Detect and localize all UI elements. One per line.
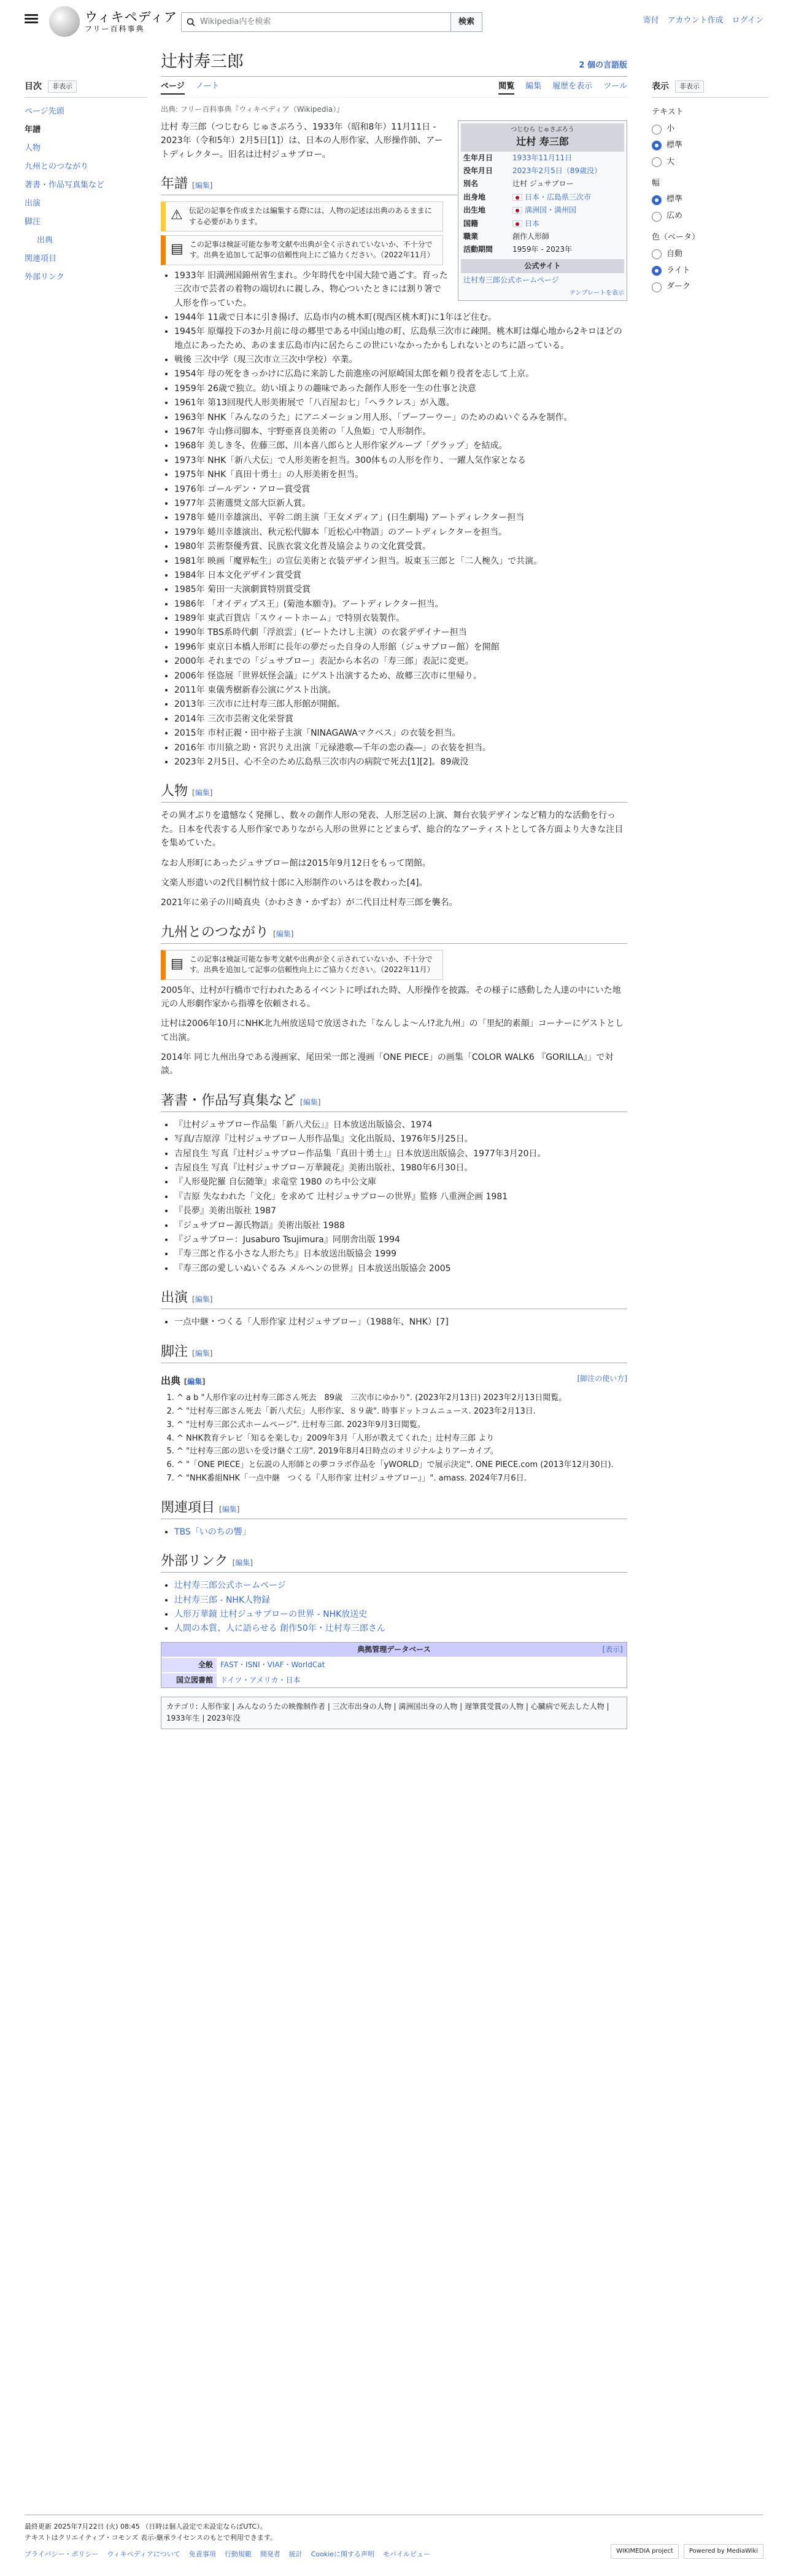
create-account-link[interactable]: アカウント作成 — [667, 16, 724, 25]
list-item: • 2000年 それまでの「ジュサブロー」表記から本名の「寿三郎」表記に変更。 — [174, 655, 627, 668]
footer-link[interactable]: 免責事項 — [188, 2550, 216, 2559]
list-item: • 1979年 蜷川幸雄演出、秋元松代脚本「近松心中物語」のアートディレクターを担当。 — [174, 526, 627, 539]
list-item: • 1978年 蜷川幸雄演出、平幹二朗主演「王女メディア」(日生劇場) アートディレクター担当 — [174, 511, 627, 524]
edit-link[interactable]: 編集 — [187, 1377, 203, 1386]
section-heading: 年譜 — [161, 176, 188, 192]
tab-page[interactable]: ページ — [161, 80, 185, 95]
paragraph: 2005年、辻村が行橋市で行われたあるイベントに呼ばれた時、人形操作を披露。その様子に感動した人達の中にいた地元の人形劇作家から指導を依頼される。 — [161, 985, 621, 1009]
section-heading: 九州とのつながり — [161, 924, 269, 940]
option-label: ダーク — [666, 282, 691, 292]
notice-box: ⚠ 伝記の記事を作成または編集する際には、人物の記述は出典のあるままにする必要があります。 — [161, 201, 443, 232]
infobox-value[interactable]: 1933年11月11日 — [512, 153, 573, 162]
list-item: • 1963年 NHK「みんなのうた」にアニメーション用人形、「ブーフーウー」のためのぬいぐるみを制作。 — [174, 411, 627, 424]
edit-link[interactable]: 編集 — [195, 1348, 210, 1358]
infobox-label: 職業 — [463, 232, 479, 241]
paragraph: なお人形町にあったジュサブロー館は2015年9月12日をもって閉館。 — [161, 858, 431, 868]
list-item: • 1959年 26歳で独立。幼い頃よりの趣味であった創作人形を一生の仕事と決意 — [174, 382, 627, 395]
list-item: • 『寿三郎と作る小さな人形たち』日本放送出版協会 1999 — [174, 1247, 627, 1261]
infobox-name: 辻村 寿三郎 — [516, 136, 569, 148]
footer-link[interactable]: 行動規範 — [224, 2550, 252, 2559]
list-item: • 1961年 第13回現代人形美術展で「八百屋お七」「ヘラクレス」が入選。 — [174, 396, 627, 410]
appearance-hide-button[interactable]: 非表示 — [675, 80, 704, 93]
wikimedia-badge[interactable]: WIKIMEDIA project — [611, 2544, 679, 2559]
infobox-label: 生年月日 — [463, 153, 493, 162]
toc-item-kyakuchu[interactable]: 脚注 — [25, 217, 41, 227]
paragraph: 辻村は2006年10月にNHK北九州放送局で放送された「なんしよ〜ん!?北九州」の「里紀的素顔」コーナーにゲストとして出演。 — [161, 1019, 624, 1043]
infobox-label: 活動期間 — [463, 245, 493, 254]
toc-item-nenpu[interactable]: 年譜 — [25, 125, 41, 135]
infobox-value: 1959年 - 2023年 — [512, 245, 573, 254]
list-item: • 1996年 東京日本橋人形町に長年の夢だった自身の人形館（ジュサブロー館）を開館 — [174, 640, 627, 654]
search-button[interactable]: 検索 — [451, 12, 482, 32]
list-item: • 『吉原 失なわれた「文化」を求めて 辻村ジュサブローの世界』監修 八重洲企画 1981 — [174, 1190, 627, 1204]
list-item: • 1973年 NHK「新八犬伝」で人形美術を担当。300体もの人形を作り、一躍人気作家となる — [174, 454, 627, 467]
edit-link[interactable]: 編集 — [195, 181, 210, 190]
infobox-kana: つじむら じゅさぶろう — [511, 126, 574, 133]
section-heading: 出演 — [161, 1290, 188, 1306]
infobox-section: 公式サイト — [461, 259, 624, 273]
reference-item: 7. ^ "NHK番組NHK「一点中継 つくる『人形作家 辻村ジュサブロー』」". amass. 2024年7月6日. — [177, 1473, 627, 1485]
external-link[interactable]: 人形万華鏡 辻村ジュサブローの世界 - NHK放送史 — [174, 1609, 368, 1619]
list-item: • 2013年 三次市に辻村寿三郎人形館が開館。 — [174, 698, 627, 711]
toc-item-kanren[interactable]: 関連項目 — [25, 254, 57, 264]
toc-sidebar — [25, 80, 147, 287]
reference-item: 5. ^ "辻村寿三郎の思いを受け継ぐ工房". 2019年8月4日時点のオリジナルよりアーカイブ。 — [177, 1446, 627, 1458]
authority-value[interactable]: ドイツ・アメリカ・日本 — [220, 1676, 301, 1685]
donate-link[interactable]: 寄付 — [643, 16, 659, 25]
list-item: • 『寿三郎の愛しいぬいぐるみ メルヘンの世界』日本放送出版協会 2005 — [174, 1262, 627, 1275]
notice-box: ▤ この記事は検証可能な参考文献や出典が全く示されていないか、不十分です。出典を追加して記事の信頼性向上にご協力ください。（2022年11月） — [161, 950, 443, 980]
list-item: • 1944年 11歳で日本に引き揚げ、広島市内の桃木町(現西区桃木町)に1年ほど住む。 — [174, 311, 627, 324]
logo-tagline: フリー百科事典 — [85, 25, 145, 33]
option-label: ライト — [666, 265, 690, 275]
header — [0, 0, 788, 42]
reference-item: 4. ^ NHK教育テレビ「知るを楽しむ」2009年3月「人形が教えてくれた」辻村寿三郎 より — [177, 1433, 627, 1446]
infobox-value[interactable]: 日本 — [525, 219, 540, 228]
reference-item: 1. ^ a b "人形作家の辻村寿三郎さん死去 89歳 三次市にゆかり". (2023年2月13日) 2023年2月13日閲覧。 — [177, 1392, 627, 1405]
search-input[interactable]: Wikipedia内を検索 — [181, 12, 451, 32]
search-icon — [187, 18, 195, 26]
list-item: • 2015年 市村正親・田中裕子主演「NINAGAWAマクベス」の衣装を担当。 — [174, 726, 627, 740]
option-label: 大 — [666, 157, 675, 166]
broom-icon: ⚠ — [171, 208, 183, 224]
main-menu-icon[interactable] — [25, 12, 38, 25]
infobox — [458, 120, 627, 301]
edit-link[interactable]: 編集 — [235, 1558, 250, 1568]
tab-history[interactable]: 履歴を表示 — [552, 82, 593, 91]
list-item: • 吉屋良生 写真『辻村ジュサブロー作品集「真田十勇士」』日本放送出版協会、1977年3月20日。 — [174, 1147, 627, 1161]
footer-link[interactable]: Cookieに関する声明 — [311, 2550, 375, 2559]
list-item: • 2011年 東儀秀樹新春公演にゲスト出演。 — [174, 683, 627, 697]
option-label: 広め — [666, 211, 683, 221]
infobox-label: 没年月日 — [463, 166, 493, 176]
width-label: 幅 — [652, 178, 660, 188]
list-item: • 一点中継・つくる「人形作家 辻村ジュサブロー」（1988年、NHK）[7] — [174, 1315, 627, 1329]
list-item: • 2006年 怪盗展「世界妖怪会議」にゲスト出演するため、故郷三次市に里帰り。 — [174, 669, 627, 683]
list-item: • 1976年 ゴールデン・アロー賞受賞 — [174, 483, 627, 496]
tab-edit[interactable]: 編集 — [525, 82, 542, 91]
last-modified: 最終更新 2025年7月22日 (火) 08:45 （日時は個人設定で未設定ならばUTC）。 — [25, 2523, 267, 2531]
infobox-label: 出身地 — [463, 192, 486, 201]
appearance-title: 表示 — [652, 82, 669, 91]
external-link[interactable]: 辻村寿三郎 - NHK人物録 — [174, 1595, 271, 1605]
section-heading: 脚注 — [161, 1344, 188, 1360]
infobox-value: 辻村 ジュサブロー — [512, 179, 574, 189]
radio-button[interactable] — [652, 157, 662, 167]
infobox-value[interactable]: 2023年2月5日（89歳没） — [512, 166, 602, 176]
section-heading: 外部リンク — [161, 1554, 228, 1570]
page-tabs — [161, 80, 627, 98]
edit-link[interactable]: 編集 — [195, 1295, 210, 1304]
tab-tools[interactable]: ツール — [603, 82, 627, 91]
article: 辻村寿三郎 2 個の言語版 ページ ノート 閲覧 編集 履歴を表示 ツール 出典: フリー百科事典『ウィキペディア（Wikipedia）』 つじむら じゅさぶろう 辻村 寿三郎 生年月日 1933年11月11日 没年月日 2023年2月5日（89歳没） 別名 辻村 ジュサブロー 出身地 日本・広島県三次市 出生地 満洲国・満州国 国籍 日本 職業 創作人形師 活動期間 1959年 - 2023年 公式サイト 辻村寿三郎公式ホームページ テンプレートを表示 辻村 寿三郎（つじむら じゅさぶろう、1933年（昭和8年）11月11日 - 2023年（令和5年）2月5日[1]）は、日本の人形作家、人形操作師、アートディレクター。旧名は辻村ジュサブロー。 年譜 [編集] ⚠ 伝記の記事を作成または編集する際には、人物の記述は出典のあるままにする必要があります。 ▤ この記事は検証可能な参考文献や出典が全く示されていないか、不十分です。出典を追加して記事の信頼性向上にご協力ください。（2022年11月） • 1933年 旧満洲国錦州省生まれ。少年時代を中国大陸で過ごす。育った三次市で芸者の着物の端切れに親しみ、物心ついたときには割り箸で人形を作っていた。 • 1944年 11歳で日本に引き揚げ、広島市内の桃木町(現西区桃木町)に1年ほど住む。 • 1945年 原爆投下の3か月前に母の郷里である中国山地の町、広島県三次市に疎開。桃木町は爆心地から2キロほどの地点にあったため、あのまま広島市内に居たらこの世にいなかったかもしれないとのちに語っている。 • 戦後 三次中学（現三次市立三次中学校）卒業。 • 1954年 母の死をきっかけに広島に来訪した前進座の河原崎国太郎を頼り役者を志して上京。 • 1959年 26歳で独立。幼い頃よりの趣味であった創作人形を一生の仕事と決意 • 1961年 第13回現代人形美術展で「八百屋お七」「ヘラクレス」が入選。 • 1963年 NHK「みんなのうた」にアニメーション用人形、「ブーフーウー」のためのぬいぐるみを制作。 • 1967年 寺山修司脚本、宇野亜喜良美術の「人魚姫」で人形制作。 • 1968年 美しき冬、佐藤三郎、川本喜八郎らと人形作家グループ「グラップ」を結成。 • 1973年 NHK「新八犬伝」で人形美術を担当。300体もの人形を作り、一躍人気作家となる • 1975年 NHK「真田十勇士」の人形美術を担当。 • 1976年 ゴールデン・アロー賞受賞 • 1977年 芸術選奨文部大臣新人賞。 • 1978年 蜷川幸雄演出、平幹二朗主演「王女メディア」(日生劇場) アートディレクター担当 • 1979年 蜷川幸雄演出、秋元松代脚本「近松心中物語」のアートディレクターを担当。 • 1980年 芸術祭優秀賞、民族衣裳文化普及協会よりの文化賞受賞。 • 1981年 映画「魔界転生」の宣伝美術と衣装デザイン担当。坂東玉三郎と「二人椀久」で共演。 • 1984年 日本文化デザイン賞受賞 • 1985年 菊田一夫演劇賞特別賞受賞 • 1986年 「オイディプス王」(菊池本願寺)。アートディレクター担当。 • 1989年 東武百貨店「スウィートホーム」で特別衣装製作。 • 1990年 TBS系時代劇「浮浪雲」(ビートたけし主演）の衣裳デザイナー担当 • 1996年 東京日本橋人形町に長年の夢だった自身の人形館（ジュサブロー館）を開館 • 2000年 それまでの「ジュサブロー」表記から本名の「寿三郎」表記に変更。 • 2006年 怪盗展「世界妖怪会議」にゲスト出演するため、故郷三次市に里帰り。 • 2011年 東儀秀樹新春公演にゲスト出演。 • 2013年 三次市に辻村寿三郎人形館が開館。 • 2014年 三次市芸術文化栄誉賞 • 2015年 市村正親・田中裕子主演「NINAGAWAマクベス」の衣装を担当。 • 2016年 市川猿之助・宮沢りえ出演「元禄港歌―千年の恋の森―」の衣装を担当。 • 2023年 2月5日、心不全のため広島県三次市内の病院で死去[1][2]。89歳没 人物 [編集] その異才ぶりを遺憾なく発揮し、数々の創作人形の発表、人形芝居の上演、舞台衣装デザインなど精力的な活動を行った。日本を代表する人形作家でありながら人形の世界にとどまらず、総合的なアーティストとして各方面より大きな注目を集めていた。 なお人形町にあったジュサブロー館は2015年9月12日をもって閉館。 文楽人形遣いの2代目桐竹紋十郎に入形制作のいろはを教わった[4]。 2021年に弟子の川崎真央（かわさき・かずお）が二代目辻村寿三郎を襲名。 九州とのつながり [編集] ▤ この記事は検証可能な参考文献や出典が全く示されていないか、不十分です。出典を追加して記事の信頼性向上にご協力ください。（2022年11月） 2005年、辻村が行橋市で行われたあるイベントに呼ばれた時、人形操作を披露。その様子に感動した人達の中にいた地元の人形劇作家から指導を依頼される。 辻村は2006年10月にNHK北九州放送局で放送された「なんしよ〜ん!?北九州」の「里紀的素顔」コーナーにゲストとして出演。 2014年 同じ九州出身である漫画家、尾田栄一郎と漫画「ONE PIECE」の画集「COLOR WALK6 『GORILLA』」で対談。 著書・作品写真集など [編集] • 『辻村ジュサブロー作品集「新八犬伝」』日本放送出版協会、1974 • 写真/吉原淳『辻村ジュサブロー人形作品集』文化出版局、1976年5月25日。 • 吉屋良生 写真『辻村ジュサブロー作品集「真田十勇士」』日本放送出版協会、1977年3月20日。 • 吉屋良生 写真『辻村ジュサブロー万華鏡花』美術出版社、1980年6月30日。 • 『人形曼陀羅 自伝随筆』求竜堂 1980 のち中公文庫 • 『吉原 失なわれた「文化」を求めて 辻村ジュサブローの世界』監修 八重洲企画 1981 • 『長夢』美術出版社 1987 • 『ジュサブロー源氏物語』美術出版社 1988 • 『ジュサブロー：Jusaburo Tsujimura』同朋舎出版 1994 • 『寿三郎と作る小さな人形たち』日本放送出版協会 1999 • 『寿三郎の愛しいぬいぐるみ メルヘンの世界』日本放送出版協会 2005 出演 [編集] • 一点中継・つくる「人形作家 辻村ジュサブロー」（1988年、NHK）[7] 脚注 [編集] 出典 [編集] [脚注の使い方] 1. ^ a b "人形作家の辻村寿三郎さん死去 89歳 三次市にゆかり". (2023年2月13日) 2023年2月13日閲覧。 2. ^ "辻村寿三郎さん死去「新八犬伝」人形作家、８９歳". 時事ドットコムニュース. 2023年2月13日. 3. ^ "辻村寿三郎公式ホームページ". 辻村寿三郎. 2023年9月3日閲覧。 4. ^ NHK教育テレビ「知るを楽しむ」2009年3月「人形が教えてくれた」辻村寿三郎 より 5. ^ "辻村寿三郎の思いを受け継ぐ工房". 2019年8月4日時点のオリジナルよりアーカイブ。 6. ^ "「ONE PIECE」と伝説の人形師との夢コラボ作品を「yWORLD」で展示決定". ONE PIECE.com (2013年12月30日). 7. ^ "NHK番組NHK「一点中継 つくる『人形作家 辻村ジュサブロー』」". amass. 2024年7月6日. 関連項目 [編集] • TBS「いのちの響」 外部リンク [編集] • 辻村寿三郎公式ホームページ • 辻村寿三郎 - NHK人物録 • 人形万華鏡 辻村ジュサブローの世界 - NHK放送史 • 人間の本質、人に語らせる 創作50年・辻村寿三郎さん 典拠管理データベース [表示] 全般 FAST・ISNI・VIAF・WorldCat 国立図書館 ドイツ・アメリカ・日本 カテゴリ: 人形作家 | みんなのうたの映像制作者 | 三次市出身の人物 | 満洲国出身の人物 | 遅筆賞受賞の人物 | 心臓病で死去した人物 | 1933年生 | 2023年没 — [161, 52, 627, 1729]
paragraph: その異才ぶりを遺憾なく発揮し、数々の創作人形の発表、人形芝居の上演、舞台衣装デザインなど精力的な活動を行った。日本を代表する人形作家でありながら人形の世界にとどまらず、総合的なアーティストとして各方面より大きな注目を集めていた。 — [161, 811, 624, 849]
login-link[interactable]: ログイン — [732, 16, 763, 25]
from-line: 出典: フリー百科事典『ウィキペディア（Wikipedia）』 — [161, 104, 344, 114]
toc-item-top[interactable]: ページ先頭 — [25, 107, 64, 117]
list-item: • 1945年 原爆投下の3か月前に母の郷里である中国山地の町、広島県三次市に疎開。桃木町は爆心地から2キロほどの地点にあったため、あのまま広島市内に居たらこの世にいなかったかもしれないとのちに語っている。 — [174, 325, 627, 352]
license-text: テキストはクリエイティブ・コモンズ 表示-継承ライセンスのもとで利用できます。 — [25, 2533, 277, 2542]
list-item: • 1968年 美しき冬、佐藤三郎、川本喜八郎らと人形作家グループ「グラップ」を結成。 — [174, 439, 627, 453]
list-item: • 2023年 2月5日、心不全のため広島県三次市内の病院で死去[1][2]。89歳没 — [174, 755, 627, 769]
language-button[interactable]: 2 個の言語版 — [579, 61, 627, 71]
list-item: • 1985年 菊田一夫演劇賞特別賞受賞 — [174, 583, 627, 596]
authority-label: 国立図書館 — [161, 1673, 217, 1687]
toc-hide-button[interactable]: 非表示 — [48, 80, 77, 93]
list-item: • 『ジュサブロー源氏物語』美術出版社 1988 — [174, 1219, 627, 1232]
list-item: • 1984年 日本文化デザイン賞受賞 — [174, 569, 627, 582]
footer-link[interactable]: 統計 — [288, 2550, 303, 2559]
authority-label: 全般 — [161, 1658, 217, 1672]
related-link[interactable]: TBS「いのちの響」 — [174, 1527, 251, 1537]
color-label: 色（ベータ） — [652, 232, 700, 242]
radio-button[interactable] — [652, 141, 662, 150]
book-icon: ▤ — [171, 241, 183, 257]
option-label: 標準 — [666, 195, 683, 204]
edit-link[interactable]: 編集 — [195, 788, 210, 798]
edit-link[interactable]: 編集 — [222, 1504, 237, 1514]
text-size-label: テキスト — [652, 107, 684, 117]
reference-item: 6. ^ "「ONE PIECE」と伝説の人形師との夢コラボ作品を「yWORLD」で展示決定". ONE PIECE.com (2013年12月30日). — [177, 1459, 627, 1472]
template-link[interactable]: テンプレートを表示 — [569, 289, 624, 297]
toc-item-chosho[interactable]: 著書・作品写真集など — [25, 181, 105, 190]
page-title: 辻村寿三郎 — [161, 52, 244, 71]
list-item: • 写真/吉原淳『辻村ジュサブロー人形作品集』文化出版局、1976年5月25日。 — [174, 1132, 627, 1146]
radio-button[interactable] — [652, 125, 662, 134]
toc-item-shutten[interactable]: 出典 — [37, 236, 53, 246]
infobox-label: 国籍 — [463, 219, 479, 228]
paragraph: 文楽人形遣いの2代目桐竹紋十郎に入形制作のいろはを教わった[4]。 — [161, 877, 428, 888]
list-item: • 戦後 三次中学（現三次市立三次中学校）卒業。 — [174, 353, 627, 367]
infobox-value: 創作人形師 — [512, 232, 550, 241]
infobox-value[interactable]: 日本・広島県三次市 — [525, 192, 592, 201]
list-item: • 1967年 寺山修司脚本、宇野亜喜良美術の「人魚姫」で人形制作。 — [174, 425, 627, 438]
book-icon: ▤ — [171, 955, 183, 971]
wikipedia-globe-icon — [49, 6, 80, 37]
toc-item-shutsuen[interactable]: 出演 — [25, 199, 41, 209]
footer — [25, 2515, 763, 2560]
category-links[interactable]: カテゴリ: 人形作家 | みんなのうたの映像制作者 | 三次市出身の人物 | 満洲国出身の人物 | 遅筆賞受賞の人物 | 心臓病で死去した人物 | 1933年生 | 2023年没 — [161, 1697, 627, 1729]
list-item: • 『長夢』美術出版社 1987 — [174, 1204, 627, 1218]
external-link[interactable]: 人間の本質、人に語らせる 創作50年・辻村寿三郎さん — [174, 1624, 385, 1634]
reference-item: 2. ^ "辻村寿三郎さん死去「新八犬伝」人形作家、８９歳". 時事ドットコムニュース. 2023年2月13日. — [177, 1406, 627, 1418]
list-item: • 1990年 TBS系時代劇「浮浪雲」(ビートたけし主演）の衣裳デザイナー担当 — [174, 626, 627, 639]
footnote-help-link[interactable]: [脚注の使い方] — [577, 1374, 627, 1383]
section-heading: 関連項目 — [161, 1500, 215, 1516]
list-item: • 1977年 芸術選奨文部大臣新人賞。 — [174, 497, 627, 510]
list-item: • 『辻村ジュサブロー作品集「新八犬伝」』日本放送出版協会、1974 — [174, 1118, 627, 1132]
option-label: 自動 — [666, 249, 683, 259]
infobox-label: 別名 — [463, 179, 479, 189]
mediawiki-badge[interactable]: Powered by MediaWiki — [684, 2544, 763, 2559]
search-form — [181, 12, 482, 32]
option-label: 小 — [666, 124, 675, 134]
paragraph: 2021年に弟子の川崎真央（かわさき・かずお）が二代目辻村寿三郎を襲名。 — [161, 898, 458, 908]
list-item: • 1954年 母の死をきっかけに広島に来訪した前進座の河原崎国太郎を頼り役者を志して上京。 — [174, 367, 627, 381]
works-list — [174, 1118, 627, 1275]
tab-talk[interactable]: ノート — [195, 82, 220, 91]
notice-box: ▤ この記事は検証可能な参考文献や出典が全く示されていないか、不十分です。出典を追加して記事の信頼性向上にご協力ください。（2022年11月） — [161, 235, 443, 265]
footer-link[interactable]: 開発者 — [260, 2550, 280, 2559]
toc-title: 目次 — [25, 82, 42, 91]
list-item: • 1989年 東武百貨店「スウィートホーム」で特別衣装製作。 — [174, 612, 627, 625]
list-item: • 吉屋良生 写真『辻村ジュサブロー万華鏡花』美術出版社、1980年6月30日。 — [174, 1161, 627, 1175]
tab-read[interactable]: 閲覧 — [498, 80, 514, 95]
references-list — [177, 1392, 627, 1485]
appearance-panel — [652, 80, 768, 297]
section-heading: 著書・作品写真集など — [161, 1092, 296, 1108]
list-item: • 1975年 NHK「真田十勇士」の人形美術を担当。 — [174, 468, 627, 481]
logo-name: ウィキペディア — [85, 10, 178, 25]
toc-item-jinbutsu[interactable]: 人物 — [25, 144, 41, 154]
external-link[interactable]: 辻村寿三郎公式ホームページ — [174, 1581, 286, 1591]
list-item: • 『ジュサブロー：Jusaburo Tsujimura』同朋舎出版 1994 — [174, 1233, 627, 1247]
japan-flag-icon — [512, 194, 522, 201]
chronology-list — [174, 269, 627, 769]
authority-title: 典拠管理データベース — [357, 1644, 431, 1654]
radio-button[interactable] — [652, 282, 662, 292]
infobox-label: 出生地 — [463, 206, 486, 215]
edit-link[interactable]: 編集 — [303, 1097, 318, 1107]
infobox-value[interactable]: 満洲国・満州国 — [525, 206, 577, 215]
paragraph: 2014年 同じ九州出身である漫画家、尾田栄一郎と漫画「ONE PIECE」の画集「COLOR WALK6 『GORILLA』」で対談。 — [161, 1053, 614, 1076]
list-item: • 2014年 三次市芸術文化栄誉賞 — [174, 712, 627, 726]
user-links — [643, 15, 763, 28]
japan-flag-icon — [512, 220, 522, 227]
authority-control — [161, 1642, 627, 1689]
subsection-heading: 出典 — [161, 1374, 181, 1387]
list-item: • 『人形曼陀羅 自伝随筆』求竜堂 1980 のち中公文庫 — [174, 1175, 627, 1189]
footer-link[interactable]: プライバシー・ポリシー — [25, 2550, 99, 2559]
site-logo[interactable] — [49, 6, 177, 37]
list-item: • 1933年 旧満洲国錦州省生まれ。少年時代を中国大陸で過ごす。育った三次市で芸者の着物の端切れに親しみ、物心ついたときには割り箸で人形を作っていた。 — [174, 269, 627, 310]
reference-item: 3. ^ "辻村寿三郎公式ホームページ". 辻村寿三郎. 2023年9月3日閲覧。 — [177, 1419, 627, 1432]
section-heading: 人物 — [161, 784, 188, 800]
radio-button[interactable] — [652, 212, 662, 222]
footer-link[interactable]: ウィキペディアについて — [107, 2550, 180, 2559]
list-item: • 1980年 芸術祭優秀賞、民族衣裳文化普及協会よりの文化賞受賞。 — [174, 540, 627, 553]
list-item: • 2016年 市川猿之助・宮沢りえ出演「元禄港歌―千年の恋の森―」の衣装を担当。 — [174, 741, 627, 755]
footer-link[interactable]: モバイルビュー — [383, 2550, 431, 2559]
toc-item-gaibu[interactable]: 外部リンク — [25, 273, 64, 282]
option-label: 標準 — [666, 140, 683, 150]
manchukuo-flag-icon — [512, 207, 522, 214]
authority-value[interactable]: FAST・ISNI・VIAF・WorldCat — [220, 1660, 325, 1669]
radio-button[interactable] — [652, 266, 662, 276]
radio-button[interactable] — [652, 249, 662, 259]
radio-button[interactable] — [652, 195, 662, 205]
lead-paragraph: 辻村 寿三郎（つじむら じゅさぶろう、1933年（昭和8年）11月11日 - 2023年（令和5年）2月5日[1]）は、日本の人形作家、人形操作師、アートディレクター。旧名は辻村ジュサブロー。 — [161, 122, 443, 160]
edit-link[interactable]: 編集 — [276, 929, 291, 938]
list-item: • 1981年 映画「魔界転生」の宣伝美術と衣装デザイン担当。坂東玉三郎と「二人椀久」で共演。 — [174, 555, 627, 568]
authority-show-button[interactable]: [表示] — [602, 1644, 623, 1654]
toc-item-kyushu[interactable]: 九州とのつながり — [25, 162, 89, 172]
list-item: • 1986年 「オイディプス王」(菊池本願寺)。アートディレクター担当。 — [174, 597, 627, 611]
official-site-link[interactable]: 辻村寿三郎公式ホームページ — [463, 276, 559, 285]
